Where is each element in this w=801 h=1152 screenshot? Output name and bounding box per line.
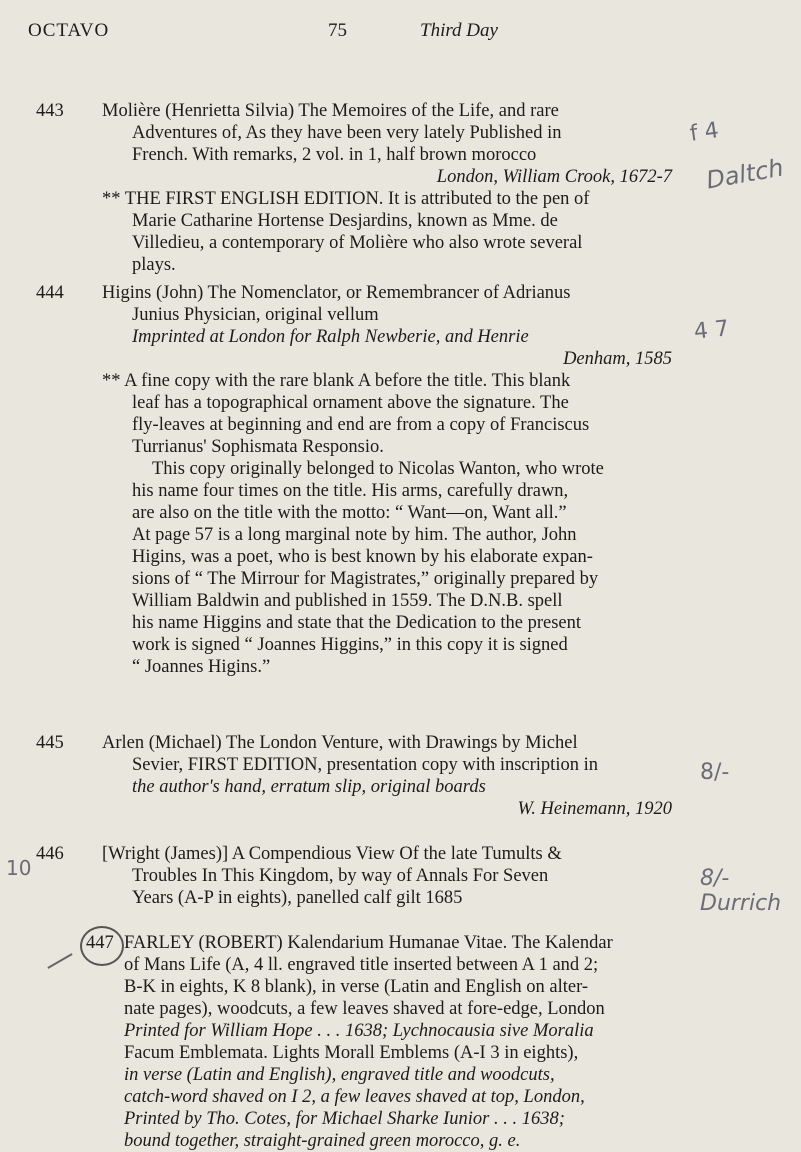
lot-line: Junius Physician, original vellum xyxy=(132,305,379,325)
lot-line: [Wright (James)] A Compendious View Of the late Tumults & xyxy=(102,844,562,864)
lot-line: FARLEY (ROBERT) Kalendarium Humanae Vitae. The Kalendar xyxy=(124,933,613,953)
lot-line: nate pages), woodcuts, a few leaves shaved at fore-edge, London xyxy=(124,999,605,1019)
lot-number: 447 xyxy=(86,933,114,953)
lot-line: B-K in eights, K 8 blank), in verse (Latin and English on alter- xyxy=(124,977,589,997)
header-format: OCTAVO xyxy=(28,20,110,41)
lot-line: Troubles In This Kingdom, by way of Annals For Seven xyxy=(132,866,549,886)
lot-line: are also on the title with the motto: “ Want—on, Want all.” xyxy=(132,503,567,523)
lot-line: Years (A-P in eights), panelled calf gilt 1685 xyxy=(132,888,463,908)
pencil-circle-mark xyxy=(80,926,124,966)
lot-description xyxy=(102,100,676,276)
lot-line: his name Higgins and state that the Dedication to the present xyxy=(132,613,582,633)
pencil-stroke xyxy=(47,953,72,969)
lot-line: work is signed “ Joannes Higgins,” in this copy it is signed xyxy=(132,635,568,655)
lot-number: 445 xyxy=(36,733,64,753)
lot-line: William Baldwin and published in 1559. The D.N.B. spell xyxy=(132,591,563,611)
lot-line: catch-word shaved on I 2, a few leaves shaved at top, London, xyxy=(124,1087,585,1107)
lot-description xyxy=(102,282,676,678)
lot-imprint: Imprinted at London for Ralph Newberie, and Henrie xyxy=(132,327,529,347)
lot-imprint: W. Heinemann, 1920 xyxy=(517,799,672,819)
lot-line: plays. xyxy=(132,255,176,275)
lot-line: Higins, was a poet, who is best known by his elaborate expan- xyxy=(132,547,593,567)
lot-number: 444 xyxy=(36,283,64,303)
lot-line: Printed for William Hope . . . 1638; Lychnocausia sive Moralia xyxy=(124,1021,594,1041)
page-number: 75 xyxy=(328,20,347,41)
lot-line: fly-leaves at beginning and end are from a copy of Franciscus xyxy=(132,415,590,435)
pencil-annotation: 8/- Durrich xyxy=(700,866,782,916)
page-header xyxy=(28,20,761,50)
lot-line: Facum Emblemata. Lights Morall Emblems (A-I 3 in eights), xyxy=(124,1043,579,1063)
lot-line: bound together, straight-grained green morocco, g. e. xyxy=(124,1131,521,1151)
lot-line: the author's hand, erratum slip, original boards xyxy=(132,777,486,797)
lot-line: Villedieu, a contemporary of Molière who also wrote several xyxy=(132,233,583,253)
lot-description xyxy=(124,932,684,1152)
lot-line: This copy originally belonged to Nicolas Wanton, who wrote xyxy=(152,459,604,479)
lot-line: Printed by Tho. Cotes, for Michael Sharke Iunior . . . 1638; xyxy=(124,1109,565,1129)
lot-line: Arlen (Michael) The London Venture, with Drawings by Michel xyxy=(102,733,578,753)
lot-note: ** A fine copy with the rare blank A before the title. This blank xyxy=(102,371,571,391)
pencil-annotation: f 4 xyxy=(688,118,721,147)
lot-number: 446 xyxy=(36,844,64,864)
lot-line: Sevier, FIRST EDITION, presentation copy with inscription in xyxy=(132,755,598,775)
lot-description xyxy=(102,843,676,909)
lot-line: Molière (Henrietta Silvia) The Memoires of the Life, and rare xyxy=(102,101,559,121)
lot-imprint: London, William Crook, 1672-7 xyxy=(436,167,672,187)
pencil-annotation: 4 7 xyxy=(692,316,731,345)
lot-line: of Mans Life (A, 4 ll. engraved title inserted between A 1 and 2; xyxy=(124,955,599,975)
lot-description xyxy=(102,732,676,820)
lot-line: French. With remarks, 2 vol. in 1, half brown morocco xyxy=(132,145,537,165)
lot-imprint: Denham, 1585 xyxy=(563,349,672,369)
pencil-annotation: 10 xyxy=(6,856,32,880)
pencil-annotation: Daltch xyxy=(704,153,786,195)
lot-line: sions of “ The Mirrour for Magistrates,” originally prepared by xyxy=(132,569,599,589)
lot-line: his name four times on the title. His arms, carefully drawn, xyxy=(132,481,569,501)
lot-line: At page 57 is a long marginal note by him. The author, John xyxy=(132,525,577,545)
header-day: Third Day xyxy=(420,20,498,41)
lot-line: Turrianus' Sophismata Responsio. xyxy=(132,437,384,457)
lot-line: “ Joannes Higins.” xyxy=(132,657,271,677)
lot-note: ** THE FIRST ENGLISH EDITION. It is attributed to the pen of xyxy=(102,189,590,209)
lot-line: in verse (Latin and English), engraved title and woodcuts, xyxy=(124,1065,555,1085)
lot-line: Marie Catharine Hortense Desjardins, known as Mme. de xyxy=(132,211,558,231)
lot-line: leaf has a topographical ornament above the signature. The xyxy=(132,393,569,413)
pencil-annotation: 8/- xyxy=(700,760,730,785)
lot-number: 443 xyxy=(36,101,64,121)
lot-line: Higins (John) The Nomenclator, or Remembrancer of Adrianus xyxy=(102,283,571,303)
lot-line: Adventures of, As they have been very lately Published in xyxy=(132,123,562,143)
